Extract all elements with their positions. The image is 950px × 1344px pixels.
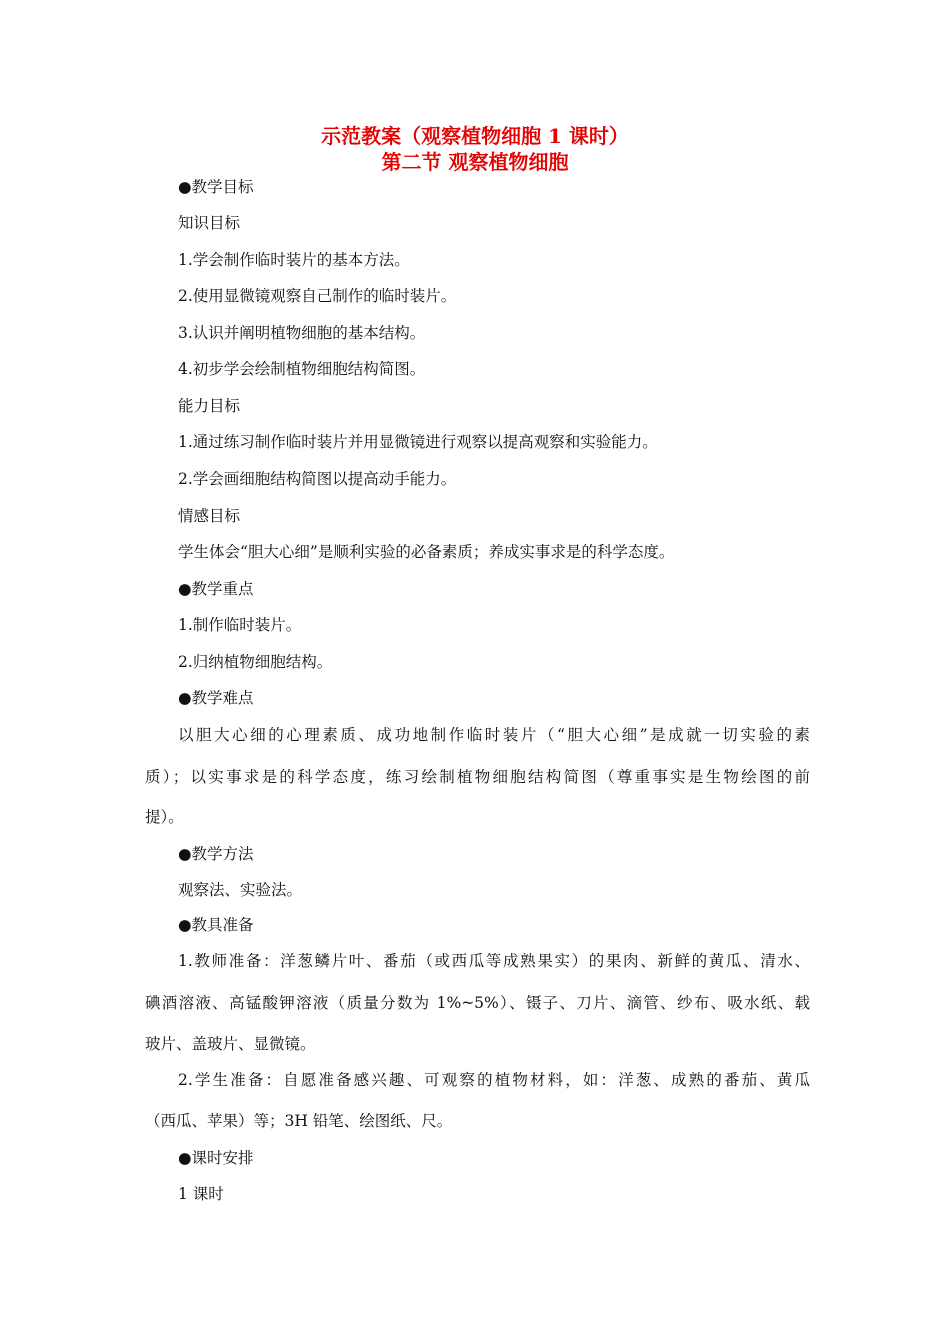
knowledge-item: 2.使用显微镜观察自己制作的临时装片。	[178, 287, 457, 305]
methods-heading: ●教学方法	[178, 845, 254, 863]
difficulty-line: 以胆大心细的心理素质、成功地制作临时装片（“胆大心细”是成就一切实验的素	[178, 726, 810, 744]
student-prep-line: （西瓜、苹果）等；3H 铅笔、绘图纸、尺。	[145, 1112, 453, 1130]
section-title: 第二节 观察植物细胞	[381, 150, 569, 174]
student-prep-line: 2.学生准备：自愿准备感兴趣、可观察的植物材料，如：洋葱、成熟的番茄、黄瓜	[178, 1071, 810, 1089]
key-point-item: 1.制作临时装片。	[178, 616, 302, 634]
difficulty-heading: ●教学难点	[178, 689, 254, 707]
knowledge-item: 1.学会制作临时装片的基本方法。	[178, 251, 410, 269]
schedule-text: 1 课时	[178, 1185, 224, 1203]
teacher-prep-line: 碘酒溶液、高锰酸钾溶液（质量分数为 1%~5%）、镊子、刀片、滴管、纱布、吸水纸、载	[145, 994, 810, 1012]
document-title: 示范教案（观察植物细胞 1 课时）	[321, 124, 629, 148]
objectives-heading: ●教学目标	[178, 178, 254, 196]
emotion-heading: 情感目标	[178, 507, 241, 525]
ability-heading: 能力目标	[178, 397, 241, 415]
knowledge-item: 3.认识并阐明植物细胞的基本结构。	[178, 324, 426, 342]
emotion-text: 学生体会“胆大心细”是顺利实验的必备素质；养成实事求是的科学态度。	[178, 543, 675, 561]
materials-heading: ●教具准备	[178, 916, 254, 934]
difficulty-line: 质）；以实事求是的科学态度，练习绘制植物细胞结构简图（尊重事实是生物绘图的前	[145, 768, 810, 786]
key-point-item: 2.归纳植物细胞结构。	[178, 653, 333, 671]
ability-item: 2.学会画细胞结构简图以提高动手能力。	[178, 470, 457, 488]
methods-text: 观察法、实验法。	[178, 881, 303, 899]
teacher-prep-line: 玻片、盖玻片、显微镜。	[145, 1035, 316, 1053]
knowledge-heading: 知识目标	[178, 214, 241, 232]
difficulty-line: 提）。	[145, 808, 184, 826]
ability-item: 1.通过练习制作临时装片并用显微镜进行观察以提高观察和实验能力。	[178, 433, 658, 451]
knowledge-item: 4.初步学会绘制植物细胞结构简图。	[178, 360, 426, 378]
key-points-heading: ●教学重点	[178, 580, 254, 598]
schedule-heading: ●课时安排	[178, 1149, 254, 1167]
teacher-prep-line: 1.教师准备：洋葱鳞片叶、番茄（或西瓜等成熟果实）的果肉、新鲜的黄瓜、清水、	[178, 952, 810, 970]
